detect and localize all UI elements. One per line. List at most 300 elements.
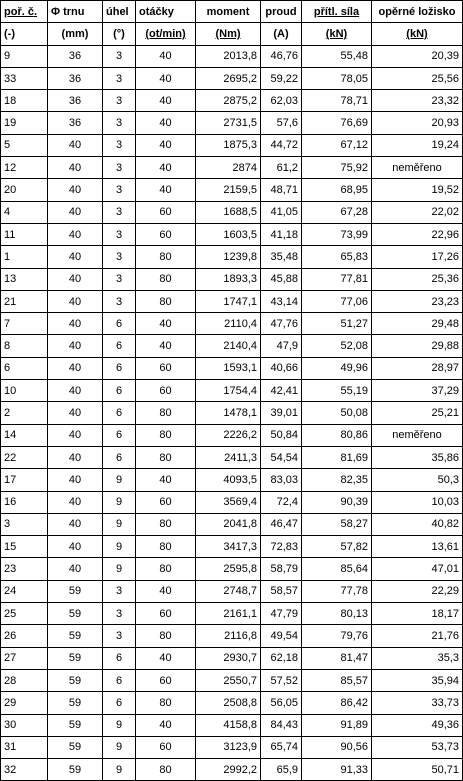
cell-prumer-trnu: 40 xyxy=(48,380,103,402)
cell-uhel: 3 xyxy=(103,90,136,112)
cell-operne-lozisko: 37,29 xyxy=(372,380,463,402)
cell-otacky: 80 xyxy=(136,759,196,781)
cell-otacky: 40 xyxy=(136,67,196,89)
table-row xyxy=(1,692,463,714)
cell-proud: 46,47 xyxy=(261,513,302,535)
cell-moment: 2159,5 xyxy=(196,179,261,201)
cell-otacky: 80 xyxy=(136,692,196,714)
cell-moment: 3123,9 xyxy=(196,736,261,758)
cell-moment: 1747,1 xyxy=(196,290,261,312)
cell-uhel: 9 xyxy=(103,536,136,558)
cell-pritlacna-sila: 67,12 xyxy=(302,134,372,156)
cell-proud: 46,76 xyxy=(261,45,302,67)
header-poradi: poř. č. xyxy=(1,1,48,23)
cell-proud: 47,76 xyxy=(261,313,302,335)
table-row xyxy=(1,714,463,736)
cell-moment: 2041,8 xyxy=(196,513,261,535)
table-row xyxy=(1,157,463,179)
cell-uhel: 3 xyxy=(103,290,136,312)
cell-otacky: 40 xyxy=(136,112,196,134)
cell-otacky: 60 xyxy=(136,736,196,758)
cell-uhel: 9 xyxy=(103,714,136,736)
cell-moment: 1754,4 xyxy=(196,380,261,402)
cell-poradi: 10 xyxy=(1,380,48,402)
cell-pritlacna-sila: 91,89 xyxy=(302,714,372,736)
cell-otacky: 80 xyxy=(136,402,196,424)
cell-moment: 2992,2 xyxy=(196,759,261,781)
cell-pritlacna-sila: 68,95 xyxy=(302,179,372,201)
table-row xyxy=(1,246,463,268)
cell-poradi: 16 xyxy=(1,491,48,513)
cell-prumer-trnu: 40 xyxy=(48,491,103,513)
cell-operne-lozisko: 25,21 xyxy=(372,402,463,424)
table-row xyxy=(1,179,463,201)
cell-operne-lozisko: 19,24 xyxy=(372,134,463,156)
table-row xyxy=(1,201,463,223)
cell-poradi: 2 xyxy=(1,402,48,424)
cell-poradi: 6 xyxy=(1,357,48,379)
cell-operne-lozisko: 19,52 xyxy=(372,179,463,201)
cell-poradi: 12 xyxy=(1,157,48,179)
cell-pritlacna-sila: 75,92 xyxy=(302,157,372,179)
cell-prumer-trnu: 59 xyxy=(48,669,103,691)
cell-prumer-trnu: 40 xyxy=(48,513,103,535)
cell-moment: 2748,7 xyxy=(196,580,261,602)
cell-prumer-trnu: 40 xyxy=(48,402,103,424)
cell-prumer-trnu: 40 xyxy=(48,290,103,312)
cell-moment: 2875,2 xyxy=(196,90,261,112)
cell-poradi: 13 xyxy=(1,268,48,290)
cell-proud: 59,22 xyxy=(261,67,302,89)
cell-poradi: 19 xyxy=(1,112,48,134)
cell-poradi: 28 xyxy=(1,669,48,691)
cell-pritlacna-sila: 86,42 xyxy=(302,692,372,714)
cell-pritlacna-sila: 81,47 xyxy=(302,647,372,669)
cell-proud: 54,54 xyxy=(261,446,302,468)
header-row xyxy=(1,1,463,23)
cell-poradi: 23 xyxy=(1,558,48,580)
cell-operne-lozisko: 20,39 xyxy=(372,45,463,67)
header-moment: moment xyxy=(196,1,261,23)
header-otacky: otáčky xyxy=(136,1,196,23)
cell-operne-lozisko: 47,01 xyxy=(372,558,463,580)
cell-prumer-trnu: 59 xyxy=(48,759,103,781)
cell-poradi: 4 xyxy=(1,201,48,223)
cell-poradi: 5 xyxy=(1,134,48,156)
cell-uhel: 6 xyxy=(103,446,136,468)
cell-pritlacna-sila: 85,57 xyxy=(302,669,372,691)
cell-operne-lozisko: 23,32 xyxy=(372,90,463,112)
cell-otacky: 60 xyxy=(136,223,196,245)
cell-operne-lozisko: 50,71 xyxy=(372,759,463,781)
cell-moment: 4093,5 xyxy=(196,469,261,491)
cell-operne-lozisko: 40,82 xyxy=(372,513,463,535)
cell-proud: 50,84 xyxy=(261,424,302,446)
cell-pritlacna-sila: 67,28 xyxy=(302,201,372,223)
header-uhel: úhel xyxy=(103,1,136,23)
cell-pritlacna-sila: 85,64 xyxy=(302,558,372,580)
cell-moment: 1688,5 xyxy=(196,201,261,223)
unit-prumer-trnu: (mm) xyxy=(48,23,103,45)
cell-poradi: 3 xyxy=(1,513,48,535)
table-row xyxy=(1,45,463,67)
cell-moment: 2013,8 xyxy=(196,45,261,67)
table-row xyxy=(1,380,463,402)
cell-moment: 1875,3 xyxy=(196,134,261,156)
table-body xyxy=(1,45,463,781)
cell-uhel: 9 xyxy=(103,513,136,535)
table-row xyxy=(1,491,463,513)
cell-otacky: 60 xyxy=(136,603,196,625)
cell-pritlacna-sila: 77,81 xyxy=(302,268,372,290)
cell-operne-lozisko: 25,36 xyxy=(372,268,463,290)
cell-prumer-trnu: 40 xyxy=(48,469,103,491)
cell-prumer-trnu: 59 xyxy=(48,647,103,669)
cell-pritlacna-sila: 76,69 xyxy=(302,112,372,134)
table-row xyxy=(1,513,463,535)
cell-uhel: 6 xyxy=(103,647,136,669)
cell-prumer-trnu: 36 xyxy=(48,67,103,89)
cell-prumer-trnu: 36 xyxy=(48,90,103,112)
cell-proud: 45,88 xyxy=(261,268,302,290)
table-row xyxy=(1,112,463,134)
cell-poradi: 31 xyxy=(1,736,48,758)
cell-moment: 2161,1 xyxy=(196,603,261,625)
cell-moment: 2116,8 xyxy=(196,625,261,647)
cell-operne-lozisko: 22,96 xyxy=(372,223,463,245)
cell-poradi: 11 xyxy=(1,223,48,245)
cell-uhel: 3 xyxy=(103,201,136,223)
cell-otacky: 40 xyxy=(136,714,196,736)
cell-moment: 2595,8 xyxy=(196,558,261,580)
cell-operne-lozisko: 23,23 xyxy=(372,290,463,312)
cell-prumer-trnu: 40 xyxy=(48,179,103,201)
cell-uhel: 3 xyxy=(103,134,136,156)
cell-prumer-trnu: 40 xyxy=(48,558,103,580)
cell-pritlacna-sila: 77,78 xyxy=(302,580,372,602)
cell-pritlacna-sila: 73,99 xyxy=(302,223,372,245)
cell-poradi: 18 xyxy=(1,90,48,112)
cell-prumer-trnu: 59 xyxy=(48,692,103,714)
units-row xyxy=(1,23,463,45)
cell-uhel: 3 xyxy=(103,246,136,268)
cell-otacky: 40 xyxy=(136,179,196,201)
cell-otacky: 40 xyxy=(136,313,196,335)
cell-proud: 65,74 xyxy=(261,736,302,758)
table-row xyxy=(1,603,463,625)
cell-operne-lozisko: 49,36 xyxy=(372,714,463,736)
cell-poradi: 15 xyxy=(1,536,48,558)
cell-moment: 2874 xyxy=(196,157,261,179)
cell-otacky: 80 xyxy=(136,246,196,268)
cell-proud: 57,52 xyxy=(261,669,302,691)
cell-pritlacna-sila: 55,48 xyxy=(302,45,372,67)
cell-operne-lozisko: 35,86 xyxy=(372,446,463,468)
cell-proud: 44,72 xyxy=(261,134,302,156)
cell-uhel: 3 xyxy=(103,625,136,647)
cell-poradi: 25 xyxy=(1,603,48,625)
cell-operne-lozisko: 29,48 xyxy=(372,313,463,335)
cell-uhel: 3 xyxy=(103,45,136,67)
cell-proud: 48,71 xyxy=(261,179,302,201)
cell-poradi: 33 xyxy=(1,67,48,89)
cell-otacky: 80 xyxy=(136,625,196,647)
cell-poradi: 17 xyxy=(1,469,48,491)
cell-proud: 83,03 xyxy=(261,469,302,491)
cell-proud: 61,2 xyxy=(261,157,302,179)
table-row xyxy=(1,625,463,647)
cell-prumer-trnu: 40 xyxy=(48,223,103,245)
cell-pritlacna-sila: 80,86 xyxy=(302,424,372,446)
cell-otacky: 40 xyxy=(136,134,196,156)
cell-prumer-trnu: 59 xyxy=(48,714,103,736)
table-row xyxy=(1,669,463,691)
cell-uhel: 3 xyxy=(103,112,136,134)
cell-otacky: 40 xyxy=(136,90,196,112)
cell-proud: 58,79 xyxy=(261,558,302,580)
cell-otacky: 40 xyxy=(136,469,196,491)
header-prumer-trnu: Φ trnu xyxy=(48,1,103,23)
cell-otacky: 40 xyxy=(136,335,196,357)
cell-prumer-trnu: 40 xyxy=(48,246,103,268)
cell-uhel: 3 xyxy=(103,603,136,625)
table-row xyxy=(1,134,463,156)
cell-poradi: 7 xyxy=(1,313,48,335)
cell-uhel: 3 xyxy=(103,179,136,201)
cell-uhel: 6 xyxy=(103,402,136,424)
cell-moment: 3417,3 xyxy=(196,536,261,558)
cell-operne-lozisko: 10,03 xyxy=(372,491,463,513)
cell-uhel: 9 xyxy=(103,491,136,513)
cell-prumer-trnu: 59 xyxy=(48,580,103,602)
cell-pritlacna-sila: 78,71 xyxy=(302,90,372,112)
cell-otacky: 60 xyxy=(136,380,196,402)
cell-proud: 39,01 xyxy=(261,402,302,424)
cell-prumer-trnu: 36 xyxy=(48,45,103,67)
cell-proud: 72,83 xyxy=(261,536,302,558)
unit-pritlacna-sila: (kN) xyxy=(302,23,372,45)
cell-proud: 56,05 xyxy=(261,692,302,714)
cell-operne-lozisko: 22,02 xyxy=(372,201,463,223)
cell-proud: 62,18 xyxy=(261,647,302,669)
table-row xyxy=(1,580,463,602)
table-row xyxy=(1,647,463,669)
cell-poradi: 32 xyxy=(1,759,48,781)
table-row xyxy=(1,357,463,379)
cell-operne-lozisko: 25,56 xyxy=(372,67,463,89)
cell-prumer-trnu: 40 xyxy=(48,201,103,223)
table-row xyxy=(1,335,463,357)
cell-proud: 35,48 xyxy=(261,246,302,268)
cell-prumer-trnu: 40 xyxy=(48,357,103,379)
cell-proud: 41,18 xyxy=(261,223,302,245)
cell-prumer-trnu: 40 xyxy=(48,335,103,357)
cell-operne-lozisko: 35,3 xyxy=(372,647,463,669)
cell-pritlacna-sila: 79,76 xyxy=(302,625,372,647)
cell-pritlacna-sila: 55,19 xyxy=(302,380,372,402)
cell-operne-lozisko: 17,26 xyxy=(372,246,463,268)
cell-otacky: 40 xyxy=(136,157,196,179)
cell-operne-lozisko: 33,73 xyxy=(372,692,463,714)
cell-prumer-trnu: 40 xyxy=(48,536,103,558)
cell-otacky: 60 xyxy=(136,357,196,379)
cell-proud: 62,03 xyxy=(261,90,302,112)
cell-moment: 2731,5 xyxy=(196,112,261,134)
cell-proud: 65,9 xyxy=(261,759,302,781)
cell-otacky: 40 xyxy=(136,580,196,602)
cell-uhel: 3 xyxy=(103,268,136,290)
cell-prumer-trnu: 36 xyxy=(48,112,103,134)
cell-operne-lozisko: 29,88 xyxy=(372,335,463,357)
cell-moment: 2508,8 xyxy=(196,692,261,714)
cell-poradi: 27 xyxy=(1,647,48,669)
cell-pritlacna-sila: 52,08 xyxy=(302,335,372,357)
cell-operne-lozisko: 53,73 xyxy=(372,736,463,758)
table-row xyxy=(1,313,463,335)
cell-operne-lozisko: 50,3 xyxy=(372,469,463,491)
cell-operne-lozisko: 35,94 xyxy=(372,669,463,691)
unit-uhel: (°) xyxy=(103,23,136,45)
cell-moment: 1478,1 xyxy=(196,402,261,424)
cell-poradi: 30 xyxy=(1,714,48,736)
cell-uhel: 3 xyxy=(103,67,136,89)
cell-pritlacna-sila: 90,56 xyxy=(302,736,372,758)
table-row xyxy=(1,446,463,468)
cell-otacky: 80 xyxy=(136,536,196,558)
cell-operne-lozisko: 28,97 xyxy=(372,357,463,379)
cell-otacky: 60 xyxy=(136,201,196,223)
cell-poradi: 24 xyxy=(1,580,48,602)
cell-uhel: 9 xyxy=(103,759,136,781)
cell-otacky: 80 xyxy=(136,513,196,535)
cell-operne-lozisko: neměřeno xyxy=(372,157,463,179)
table-row xyxy=(1,290,463,312)
cell-moment: 2550,7 xyxy=(196,669,261,691)
cell-operne-lozisko: neměřeno xyxy=(372,424,463,446)
cell-proud: 58,57 xyxy=(261,580,302,602)
cell-uhel: 6 xyxy=(103,357,136,379)
cell-moment: 3569,4 xyxy=(196,491,261,513)
unit-proud: (A) xyxy=(261,23,302,45)
cell-moment: 1239,8 xyxy=(196,246,261,268)
cell-prumer-trnu: 59 xyxy=(48,736,103,758)
cell-operne-lozisko: 13,61 xyxy=(372,536,463,558)
cell-operne-lozisko: 18,17 xyxy=(372,603,463,625)
table-row xyxy=(1,469,463,491)
unit-moment: (Nm) xyxy=(196,23,261,45)
cell-prumer-trnu: 40 xyxy=(48,268,103,290)
cell-uhel: 3 xyxy=(103,157,136,179)
cell-operne-lozisko: 20,93 xyxy=(372,112,463,134)
cell-prumer-trnu: 59 xyxy=(48,603,103,625)
cell-proud: 84,43 xyxy=(261,714,302,736)
cell-pritlacna-sila: 65,83 xyxy=(302,246,372,268)
cell-poradi: 1 xyxy=(1,246,48,268)
cell-otacky: 60 xyxy=(136,669,196,691)
cell-poradi: 22 xyxy=(1,446,48,468)
cell-uhel: 6 xyxy=(103,669,136,691)
unit-otacky: (ot/min) xyxy=(136,23,196,45)
cell-pritlacna-sila: 58,27 xyxy=(302,513,372,535)
cell-otacky: 40 xyxy=(136,45,196,67)
table-row xyxy=(1,424,463,446)
cell-poradi: 21 xyxy=(1,290,48,312)
cell-pritlacna-sila: 77,06 xyxy=(302,290,372,312)
cell-proud: 42,41 xyxy=(261,380,302,402)
table-row xyxy=(1,759,463,781)
table-row xyxy=(1,223,463,245)
cell-uhel: 9 xyxy=(103,736,136,758)
cell-proud: 47,9 xyxy=(261,335,302,357)
cell-prumer-trnu: 59 xyxy=(48,625,103,647)
unit-operne-lozisko: (kN) xyxy=(372,23,463,45)
cell-proud: 57,6 xyxy=(261,112,302,134)
cell-moment: 2140,4 xyxy=(196,335,261,357)
table-row xyxy=(1,268,463,290)
cell-proud: 43,14 xyxy=(261,290,302,312)
table-row xyxy=(1,90,463,112)
cell-otacky: 80 xyxy=(136,290,196,312)
header-pritlacna-sila: přítl. síla xyxy=(302,1,372,23)
table-header xyxy=(1,1,463,46)
cell-moment: 2695,2 xyxy=(196,67,261,89)
cell-uhel: 6 xyxy=(103,380,136,402)
cell-proud: 49,54 xyxy=(261,625,302,647)
cell-uhel: 9 xyxy=(103,469,136,491)
cell-moment: 2110,4 xyxy=(196,313,261,335)
cell-proud: 41,05 xyxy=(261,201,302,223)
cell-pritlacna-sila: 51,27 xyxy=(302,313,372,335)
cell-uhel: 6 xyxy=(103,424,136,446)
cell-prumer-trnu: 40 xyxy=(48,134,103,156)
cell-pritlacna-sila: 82,35 xyxy=(302,469,372,491)
header-operne-lozisko: opěrné ložisko xyxy=(372,1,463,23)
cell-otacky: 80 xyxy=(136,558,196,580)
cell-poradi: 14 xyxy=(1,424,48,446)
cell-prumer-trnu: 40 xyxy=(48,424,103,446)
table-row xyxy=(1,558,463,580)
cell-poradi: 9 xyxy=(1,45,48,67)
cell-otacky: 80 xyxy=(136,446,196,468)
cell-proud: 72,4 xyxy=(261,491,302,513)
cell-otacky: 40 xyxy=(136,647,196,669)
cell-pritlacna-sila: 57,82 xyxy=(302,536,372,558)
cell-otacky: 80 xyxy=(136,268,196,290)
cell-moment: 2226,2 xyxy=(196,424,261,446)
cell-uhel: 3 xyxy=(103,223,136,245)
cell-pritlacna-sila: 50,08 xyxy=(302,402,372,424)
cell-pritlacna-sila: 80,13 xyxy=(302,603,372,625)
cell-otacky: 60 xyxy=(136,491,196,513)
cell-uhel: 6 xyxy=(103,335,136,357)
table-row xyxy=(1,536,463,558)
cell-proud: 47,79 xyxy=(261,603,302,625)
cell-moment: 1893,3 xyxy=(196,268,261,290)
table-row xyxy=(1,402,463,424)
cell-operne-lozisko: 22,29 xyxy=(372,580,463,602)
cell-prumer-trnu: 40 xyxy=(48,157,103,179)
cell-moment: 1593,1 xyxy=(196,357,261,379)
cell-operne-lozisko: 21,76 xyxy=(372,625,463,647)
cell-pritlacna-sila: 81,69 xyxy=(302,446,372,468)
table-row xyxy=(1,736,463,758)
cell-moment: 2930,7 xyxy=(196,647,261,669)
cell-pritlacna-sila: 90,39 xyxy=(302,491,372,513)
cell-moment: 4158,8 xyxy=(196,714,261,736)
cell-pritlacna-sila: 78,05 xyxy=(302,67,372,89)
cell-pritlacna-sila: 49,96 xyxy=(302,357,372,379)
table-row xyxy=(1,67,463,89)
